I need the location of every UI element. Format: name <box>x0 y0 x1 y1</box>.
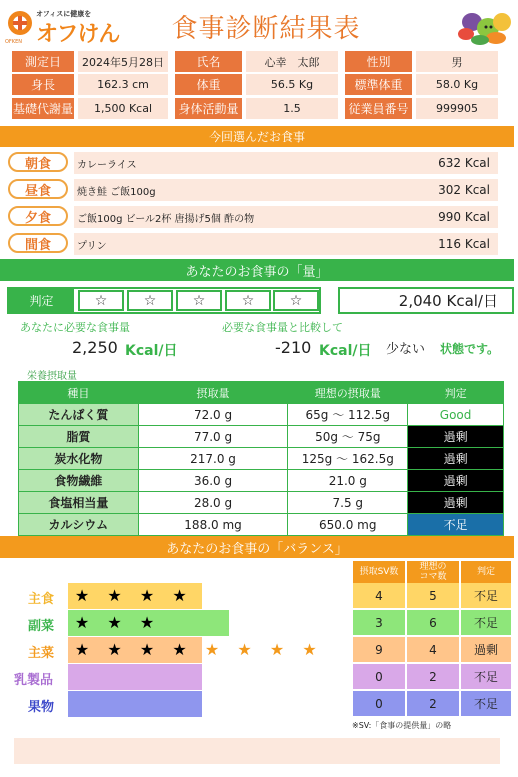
star-icon: ★ <box>204 640 220 659</box>
balance-category-label: 主菜 <box>28 646 55 661</box>
col-header: 判定 <box>408 382 504 404</box>
amount-judge-box <box>7 287 321 314</box>
star-icon: ★ <box>172 640 187 659</box>
koma-header-line2: コマ数 <box>419 572 447 582</box>
nutrient-judge: 過剰 <box>408 448 504 470</box>
logo-text: オフけん <box>36 22 120 47</box>
col-header: 摂取量 <box>138 382 288 404</box>
sv-value: 0 <box>353 664 405 689</box>
nutrient-name: 炭水化物 <box>19 448 139 470</box>
judge-value: 不足 <box>461 691 511 716</box>
star-icon: ★ <box>74 613 90 632</box>
star-icon: ★ <box>237 640 252 659</box>
star-icon: ☆ <box>225 290 271 311</box>
need-value: 2,250 <box>72 338 118 357</box>
nutrient-name: たんぱく質 <box>19 404 139 426</box>
nutrient-name: カルシウム <box>19 514 139 536</box>
logo-sub: OFKEN <box>5 39 22 45</box>
star-icon: ★ <box>74 640 90 659</box>
star-icon: ☆ <box>176 290 222 311</box>
meal-kcal: 302 Kcal <box>438 183 490 197</box>
balance-bar <box>68 691 202 717</box>
judge-label: 判定 <box>9 289 74 312</box>
star-icon: ★ <box>139 586 155 605</box>
meal-label: 間食 <box>8 233 68 253</box>
name-value: 心幸 太郎 <box>246 51 338 72</box>
sv-col-header: 摂取SV数 <box>353 561 405 583</box>
koma-value: 4 <box>407 637 459 662</box>
meal-food: 焼き鮭 ご飯100g <box>74 179 498 201</box>
meal-row-lunch <box>8 179 498 201</box>
bmr-label: 基礎代謝量 <box>12 98 74 119</box>
star-icon: ★ <box>302 640 317 659</box>
nutrient-judge: Good <box>408 404 504 426</box>
employee-label: 従業員番号 <box>345 98 412 119</box>
comment-box <box>14 738 500 764</box>
balance-category-label: 乳製品 <box>14 673 54 688</box>
total-kcal: 2,040 Kcal/日 <box>338 287 514 314</box>
nutrient-ideal: 50g ～ 75g <box>288 426 408 448</box>
meals-section-title: 今回選んだお食事 <box>0 126 514 147</box>
name-label: 氏名 <box>175 51 242 72</box>
balance-bar <box>68 664 202 690</box>
activity-label: 身体活動量 <box>175 98 242 119</box>
table-row <box>19 470 504 492</box>
nutrient-name: 脂質 <box>19 426 139 448</box>
nutrient-intake: 77.0 g <box>138 426 288 448</box>
activity-value: 1.5 <box>246 98 338 119</box>
nutrient-intake: 28.0 g <box>138 492 288 514</box>
nutrients-table <box>18 381 504 536</box>
sex-label: 性別 <box>345 51 412 72</box>
meal-kcal: 632 Kcal <box>438 156 490 170</box>
meal-row-breakfast <box>8 152 498 174</box>
star-icon: ★ <box>74 586 90 605</box>
star-icon: ★ <box>269 640 285 659</box>
need-unit: Kcal/日 <box>125 343 178 359</box>
table-row <box>19 492 504 514</box>
sv-footnote: ※SV:「食事の提供量」の略 <box>352 721 452 730</box>
koma-value: 6 <box>407 610 459 635</box>
sex-value: 男 <box>416 51 498 72</box>
nutrient-judge: 過剰 <box>408 426 504 448</box>
status-word: 状態です。 <box>440 342 500 356</box>
nutrient-intake: 72.0 g <box>138 404 288 426</box>
nutrient-judge: 過剰 <box>408 492 504 514</box>
judge-value: 不足 <box>461 610 511 635</box>
nutrient-name: 食塩相当量 <box>19 492 139 514</box>
nutrient-ideal: 21.0 g <box>288 470 408 492</box>
judge-value: 不足 <box>461 664 511 689</box>
logo-tagline: オフィスに健康を <box>36 10 92 18</box>
meal-label: 夕食 <box>8 206 68 226</box>
balance-section-title: あなたのお食事の「バランス」 <box>0 536 514 558</box>
meal-row-dinner <box>8 206 498 228</box>
star-icon: ★ <box>107 640 122 659</box>
star-icon: ★ <box>172 586 187 605</box>
sv-value: 3 <box>353 610 405 635</box>
measure-date-value: 2024年5月28日 <box>78 51 168 72</box>
balance-category-label: 果物 <box>28 700 55 715</box>
table-row <box>19 448 504 470</box>
star-icon: ☆ <box>127 290 173 311</box>
nutrient-ideal: 7.5 g <box>288 492 408 514</box>
page-title: 食事診断結果表 <box>171 14 361 44</box>
meal-row-snack <box>8 233 498 255</box>
sv-value: 9 <box>353 637 405 662</box>
nutrient-ideal: 650.0 mg <box>288 514 408 536</box>
nutrient-intake: 36.0 g <box>138 470 288 492</box>
table-row <box>19 404 504 426</box>
nutrients-caption: 栄養摂取量 <box>27 371 77 382</box>
table-row <box>19 426 504 448</box>
meal-kcal: 116 Kcal <box>438 237 490 251</box>
star-icon: ★ <box>107 613 122 632</box>
koma-value: 2 <box>407 664 459 689</box>
meal-food: プリン <box>74 233 498 255</box>
nutrient-intake: 188.0 mg <box>138 514 288 536</box>
weight-value: 56.5 Kg <box>246 74 338 95</box>
amount-section-title: あなたのお食事の「量」 <box>0 259 514 281</box>
nutrient-ideal: 65g ～ 112.5g <box>288 404 408 426</box>
vegetables-illustration <box>452 6 514 46</box>
nutrient-judge: 不足 <box>408 514 504 536</box>
bmr-value: 1,500 Kcal <box>78 98 168 119</box>
judge-value: 過剰 <box>461 637 511 662</box>
star-icon: ★ <box>107 586 122 605</box>
nutrient-judge: 過剰 <box>408 470 504 492</box>
nutrient-intake: 217.0 g <box>138 448 288 470</box>
logo-icon <box>7 10 33 36</box>
star-icon: ☆ <box>273 290 319 311</box>
koma-value: 5 <box>407 583 459 608</box>
meal-kcal: 990 Kcal <box>438 210 490 224</box>
diff-unit: Kcal/日 <box>319 343 372 359</box>
compare-label: 必要な食事量と比較して <box>222 321 343 334</box>
balance-category-label: 副菜 <box>28 619 55 634</box>
judge-col-header: 判定 <box>461 561 511 583</box>
nutrient-ideal: 125g ～ 162.5g <box>288 448 408 470</box>
std-weight-label: 標準体重 <box>345 74 412 95</box>
meal-label: 昼食 <box>8 179 68 199</box>
height-label: 身長 <box>12 74 74 95</box>
col-header: 理想の摂取量 <box>288 382 408 404</box>
meal-food: カレーライス <box>74 152 498 174</box>
need-label: あなたに必要な食事量 <box>20 321 130 334</box>
star-icon: ★ <box>139 640 155 659</box>
height-value: 162.3 cm <box>78 74 168 95</box>
star-icon: ★ <box>139 613 155 632</box>
weight-label: 体重 <box>175 74 242 95</box>
sv-value: 0 <box>353 691 405 716</box>
koma-header-line1: 理想の <box>419 562 447 572</box>
sv-value: 4 <box>353 583 405 608</box>
koma-col-header <box>407 561 459 583</box>
employee-value: 999905 <box>416 98 498 119</box>
meal-food: ご飯100g ビール2杯 唐揚げ5個 酢の物 <box>74 206 498 228</box>
diff-value: -210 <box>275 338 312 357</box>
std-weight-value: 58.0 Kg <box>416 74 498 95</box>
nutrient-name: 食物繊維 <box>19 470 139 492</box>
meal-label: 朝食 <box>8 152 68 172</box>
balance-category-label: 主食 <box>28 592 55 607</box>
koma-value: 2 <box>407 691 459 716</box>
table-row <box>19 514 504 536</box>
table-header-row <box>19 382 504 404</box>
diff-word: 少ない <box>386 342 426 357</box>
measure-date-label: 測定日 <box>12 51 74 72</box>
judge-value: 不足 <box>461 583 511 608</box>
star-icon: ☆ <box>78 290 124 311</box>
col-header: 種目 <box>19 382 139 404</box>
